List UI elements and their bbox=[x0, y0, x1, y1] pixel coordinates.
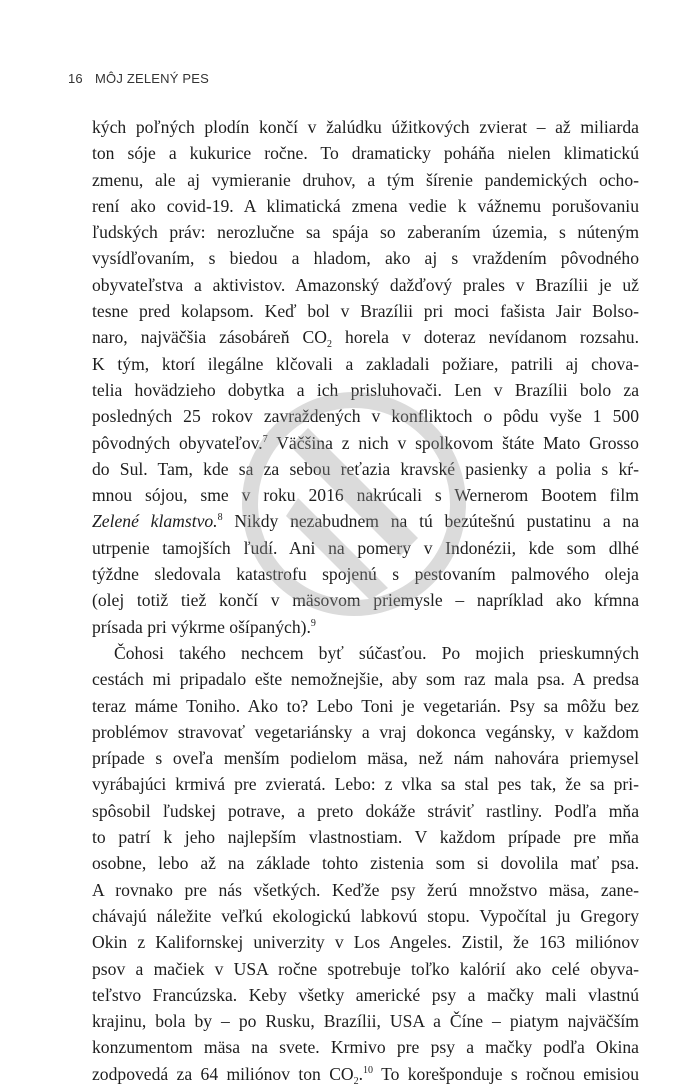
text-line: osobne, lebo až na základe tohto zistenia som si dovolila mať psa. bbox=[92, 853, 639, 874]
text-fragment: To korešponduje s ročnou emisiou bbox=[373, 1063, 639, 1084]
text-line: Okin z Kalifornskej univerzity v Los Angeles. Zistil, že 163 miliónov bbox=[92, 932, 639, 953]
text-fragment: horela v doteraz nevídanom rozsahu. bbox=[332, 327, 639, 348]
text-line: mnou sójou, sme v roku 2016 nakrúcali s Wernerom Bootem film bbox=[92, 485, 639, 506]
text-line-footnote-9 bbox=[92, 614, 639, 640]
text-line: spôsobil ľudskej potrave, a preto dokáže stráviť rastliny. Podľa mňa bbox=[92, 800, 639, 821]
text-line: chávajú náležite veľkú ekologickú labkovú stopu. Vypočítal ju Gregory bbox=[92, 905, 639, 926]
text-line: utrpenie tamojších ľudí. Ani na pomery v Indonézii, kde som dlhé bbox=[92, 537, 639, 558]
text-fragment: Nikdy nezabudnem na tú bezútešnú pustatinu a na bbox=[222, 511, 640, 532]
text-line: kých poľných plodín končí v žalúdku úžitkových zvierat – až miliarda bbox=[92, 117, 639, 137]
text-line: vyrábajúci krmivá pre zvieratá. Lebo: z vlka sa stal pes tak, že sa pri- bbox=[92, 774, 639, 795]
footnote-ref[interactable]: 10 bbox=[363, 1064, 374, 1076]
subscript: 2 bbox=[353, 1075, 359, 1087]
text-line: týždne sledovala katastrofu spojenú s pestovaním palmového oleja bbox=[92, 564, 639, 585]
text-line: telia hovädzieho dobytka a ich prisluhovači. Len v Brazílii bolo za bbox=[92, 379, 639, 400]
subscript: 2 bbox=[327, 339, 332, 351]
text-fragment: naro, najväčšia zásobáreň CO bbox=[92, 327, 327, 348]
film-title: Zelené klamstvo. bbox=[92, 511, 218, 532]
text-line: ľudských práv: nerozlučne sa spája so zaberaním územia, s núteným bbox=[92, 222, 639, 243]
text-line: zmenu, ale aj vymieranie druhov, a tým šírenie pandemických ocho- bbox=[92, 169, 639, 190]
text-line: tesne pred kolapsom. Keď bol v Brazílii pri moci fašista Jair Bolso- bbox=[92, 301, 639, 322]
text-line: (olej totiž tiež končí v mäsovom priemysle – napríklad ako kŕmna bbox=[92, 590, 639, 611]
text-line: ton sóje a kukurice ročne. To dramaticky poháňa nielen klimatickú bbox=[92, 143, 639, 164]
text-line: A rovnako pre nás všetkých. Keďže psy žerú množstvo mäsa, zane- bbox=[92, 879, 639, 900]
footnote-ref[interactable]: 7 bbox=[262, 433, 268, 445]
body-text bbox=[92, 114, 639, 1087]
running-header bbox=[68, 71, 209, 86]
text-line-co2 bbox=[92, 324, 639, 350]
text-line-footnote-7 bbox=[92, 430, 639, 456]
text-line: teľstvo Francúzska. Keby všetky americké psy a mačky mali vlastnú bbox=[92, 984, 639, 1005]
text-line: rení ako covid-19. A klimatická zmena vedie k vážnemu porušovaniu bbox=[92, 195, 639, 216]
text-line: krajinu, bola by – po Rusku, Brazílii, USA a Číne – piatym najväčším bbox=[92, 1011, 639, 1032]
text-line: K tým, ktorí ilegálne klčovali a zakladali požiare, patrili aj chova- bbox=[92, 353, 639, 374]
text-line: problémov stravovať vegetariánsky a vraj dokonca vegánsky, v každom bbox=[92, 721, 639, 742]
footnote-ref[interactable]: 8 bbox=[217, 512, 223, 524]
text-line: to patrí k jeho najlepším vlastnostiam. V každom prípade pre mňa bbox=[92, 827, 639, 848]
text-fragment: pôvodných obyvateľov. bbox=[92, 432, 263, 453]
text-line-footnote-10 bbox=[92, 1061, 639, 1087]
text-line-footnote-8 bbox=[92, 508, 639, 534]
text-line: cestách mi pripadalo ešte nemožnejšie, aby som raz mala psa. A predsa bbox=[92, 669, 639, 690]
text-fragment: Väčšina z nich v spolkovom štáte Mato Grosso bbox=[267, 432, 639, 453]
page-number: 16 bbox=[68, 71, 83, 86]
text-line: posledných 25 rokov zavraždených v konfliktoch o pôdu vyše 1 500 bbox=[92, 406, 639, 427]
text-fragment: zodpovedá za 64 miliónov ton CO bbox=[92, 1063, 354, 1084]
text-line: konzumentom mäsa na svete. Krmivo pre psy a mačky podľa Okina bbox=[92, 1037, 639, 1058]
text-fragment: . bbox=[358, 1063, 364, 1084]
running-title: MÔJ ZELENÝ PES bbox=[95, 71, 210, 86]
text-line: prípade s oveľa menším podielom mäsa, než nám nahovára priemysel bbox=[92, 748, 639, 769]
text-fragment: prísada pri výkrme ošípaných). bbox=[92, 616, 311, 637]
text-line: obyvateľstva a aktivistov. Amazonský dažďový prales v Brazílii je už bbox=[92, 274, 639, 295]
paragraph-start: Čohosi takého nechcem byť súčasťou. Po mojich prieskumných bbox=[114, 642, 639, 663]
text-line: psov a mačiek v USA ročne spotrebuje toľko kalórií ako celé obyva- bbox=[92, 958, 639, 979]
text-line: do Sul. Tam, kde sa za sebou reťazia kravské pasienky a polia s kŕ- bbox=[92, 458, 639, 479]
footnote-ref[interactable]: 9 bbox=[310, 617, 316, 629]
text-line: vysídľovaním, s biedou a hladom, ako aj s vraždením pôvodného bbox=[92, 248, 639, 269]
text-line: teraz máme Toniho. Ako to? Lebo Toni je vegetarián. Psy sa môžu bez bbox=[92, 695, 639, 716]
